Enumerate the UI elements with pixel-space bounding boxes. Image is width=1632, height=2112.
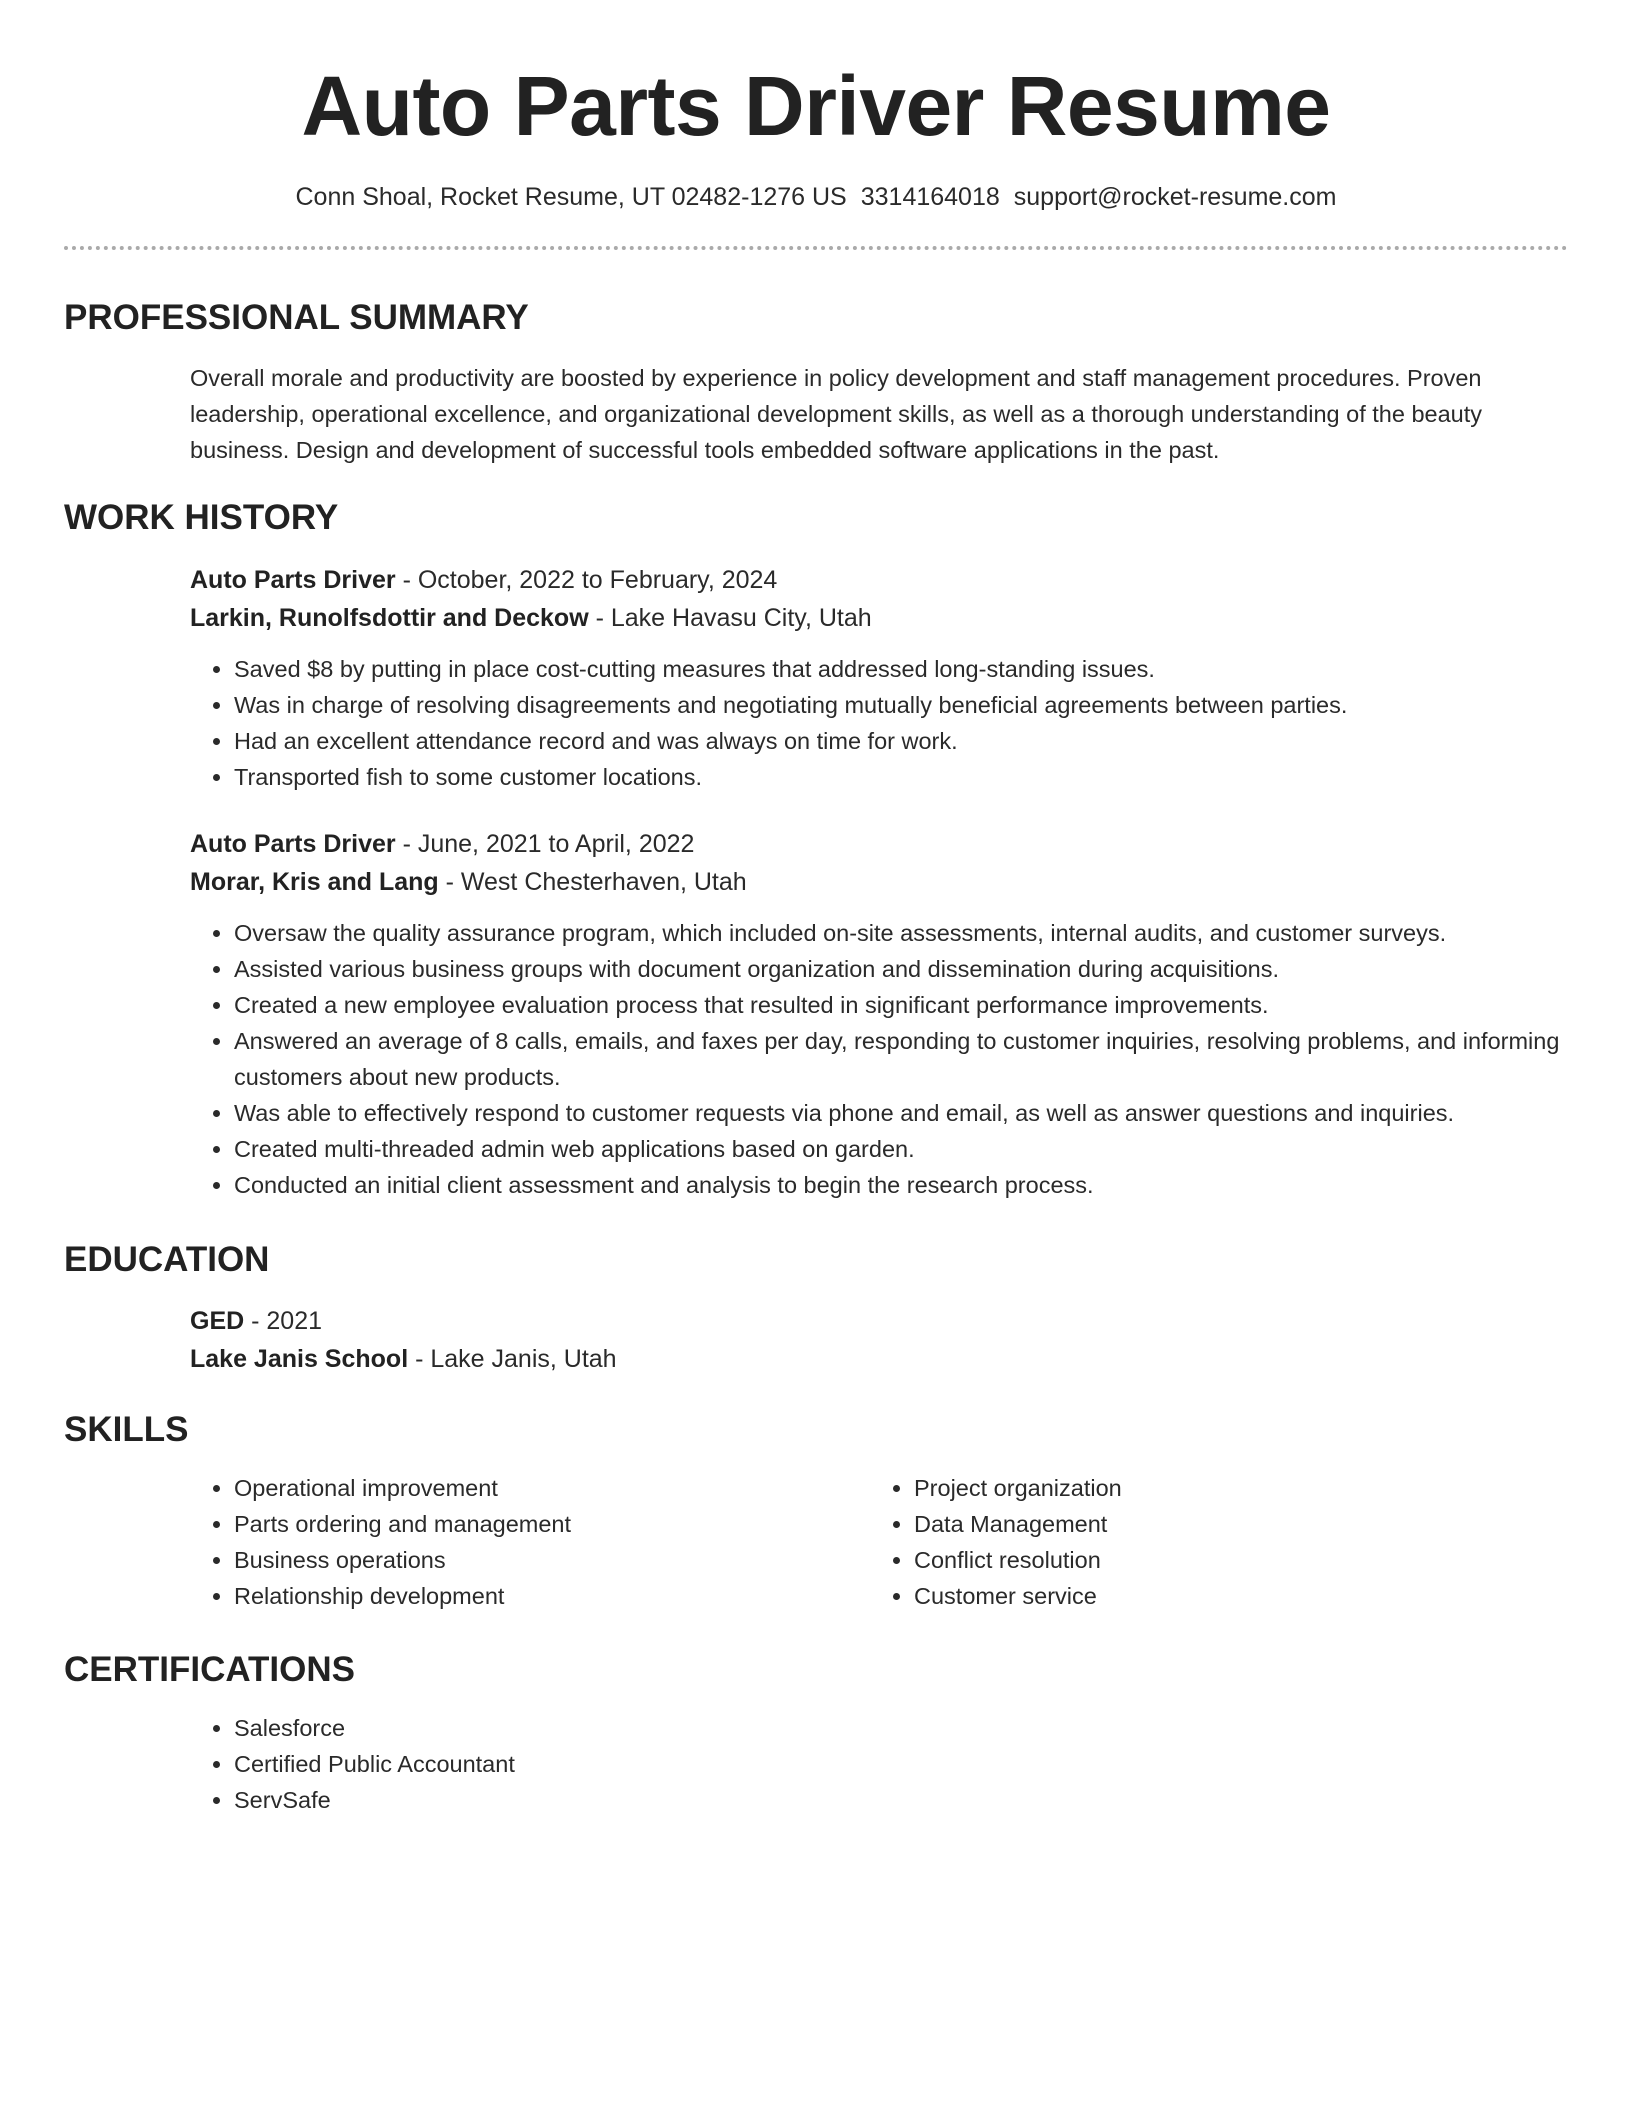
- education-year: - 2021: [244, 1307, 323, 1335]
- skills-section: [64, 1410, 1568, 1614]
- education-entry: [190, 1302, 1568, 1378]
- skill-item: • Data Management: [914, 1506, 1550, 1542]
- job-bullet: • Saved $8 by putting in place cost-cutting measures that addressed long-standing issues.: [234, 651, 1568, 687]
- skills-column-left: [190, 1470, 870, 1614]
- job-bullet: • Assisted various business groups with document organization and dissemination during acquisitions.: [234, 951, 1568, 987]
- resume-title: Auto Parts Driver Resume: [301, 59, 1331, 153]
- summary-heading: PROFESSIONAL SUMMARY: [64, 298, 529, 337]
- skills-list-left: [190, 1470, 870, 1614]
- job-bullets: [190, 651, 1568, 795]
- job-bullet: • Had an excellent attendance record and was always on time for work.: [234, 723, 1568, 759]
- education-degree: GED: [190, 1307, 245, 1335]
- job-bullet: • Answered an average of 8 calls, emails, and faxes per day, responding to customer inquiries, resolving problems, and informing customers about new products.: [234, 1023, 1568, 1095]
- job-bullet: • Created multi-threaded admin web applications based on garden.: [234, 1131, 1568, 1167]
- skills-heading: SKILLS: [64, 1410, 189, 1449]
- work-history-heading: WORK HISTORY: [64, 498, 339, 537]
- skill-item: • Operational improvement: [234, 1470, 870, 1506]
- skills-list-right: [870, 1470, 1550, 1614]
- contact-phone: 3314164018: [860, 183, 1000, 211]
- job-dates: - October, 2022 to February, 2024: [395, 566, 778, 594]
- job-location: - Lake Havasu City, Utah: [588, 604, 872, 632]
- certifications-entry: [190, 1710, 1568, 1818]
- certifications-section: [64, 1650, 1568, 1818]
- job-bullet: • Oversaw the quality assurance program, which included on-site assessments, internal audits, and customer surveys.: [234, 915, 1568, 951]
- summary-section: [64, 298, 1568, 468]
- skills-column-right: [870, 1470, 1550, 1614]
- job-title-line: [190, 825, 1568, 863]
- job-title-line: [190, 561, 1568, 599]
- skill-item: • Project organization: [914, 1470, 1550, 1506]
- skill-item: • Conflict resolution: [914, 1542, 1550, 1578]
- job-company: Morar, Kris and Lang: [190, 868, 439, 896]
- job-company-line: [190, 863, 1568, 901]
- job-bullet: • Conducted an initial client assessment and analysis to begin the research process.: [234, 1167, 1568, 1203]
- education-degree-line: [190, 1302, 1568, 1340]
- job-bullet: • Was able to effectively respond to customer requests via phone and email, as well as answer questions and inquiries.: [234, 1095, 1568, 1131]
- skill-item: • Customer service: [914, 1578, 1550, 1614]
- certification-item: • Salesforce: [234, 1710, 1568, 1746]
- job-bullets: [190, 915, 1568, 1203]
- summary-text: Overall morale and productivity are boosted by experience in policy development and staff management procedures. Proven leadership, operational excellence, and organizational development skills, as well as a thorough understanding of the beauty business. Design and development of successful tools embedded software applications in the past.: [190, 365, 1483, 463]
- education-school-line: [190, 1340, 1568, 1378]
- job-dates: - June, 2021 to April, 2022: [395, 830, 695, 858]
- header-divider: [64, 246, 1568, 250]
- job-bullet: • Created a new employee evaluation process that resulted in significant performance improvements.: [234, 987, 1568, 1023]
- work-history-section: [64, 498, 1568, 1203]
- job-bullet: • Was in charge of resolving disagreements and negotiating mutually beneficial agreements between parties.: [234, 687, 1568, 723]
- certification-item: • Certified Public Accountant: [234, 1746, 1568, 1782]
- certifications-list: [190, 1710, 1568, 1818]
- skill-item: • Relationship development: [234, 1578, 870, 1614]
- education-school: Lake Janis School: [190, 1345, 409, 1373]
- job-bullet: • Transported fish to some customer locations.: [234, 759, 1568, 795]
- job-title: Auto Parts Driver: [190, 830, 396, 858]
- skill-item: • Parts ordering and management: [234, 1506, 870, 1542]
- certifications-heading: CERTIFICATIONS: [64, 1650, 356, 1689]
- job-title: Auto Parts Driver: [190, 566, 396, 594]
- job-location: - West Chesterhaven, Utah: [438, 868, 747, 896]
- education-location: - Lake Janis, Utah: [408, 1345, 617, 1373]
- contact-line: [64, 182, 1568, 212]
- job-company-line: [190, 599, 1568, 637]
- job-entry: [190, 825, 1568, 1203]
- skills-columns: [190, 1470, 1568, 1614]
- skill-item: • Business operations: [234, 1542, 870, 1578]
- education-heading: EDUCATION: [64, 1240, 270, 1279]
- contact-email: support@rocket-resume.com: [1013, 183, 1337, 211]
- education-section: [64, 1240, 1568, 1378]
- contact-address: Conn Shoal, Rocket Resume, UT 02482-1276 US: [295, 183, 847, 211]
- job-company: Larkin, Runolfsdottir and Deckow: [190, 604, 589, 632]
- job-entry: [190, 561, 1568, 795]
- certification-item: • ServSafe: [234, 1782, 1568, 1818]
